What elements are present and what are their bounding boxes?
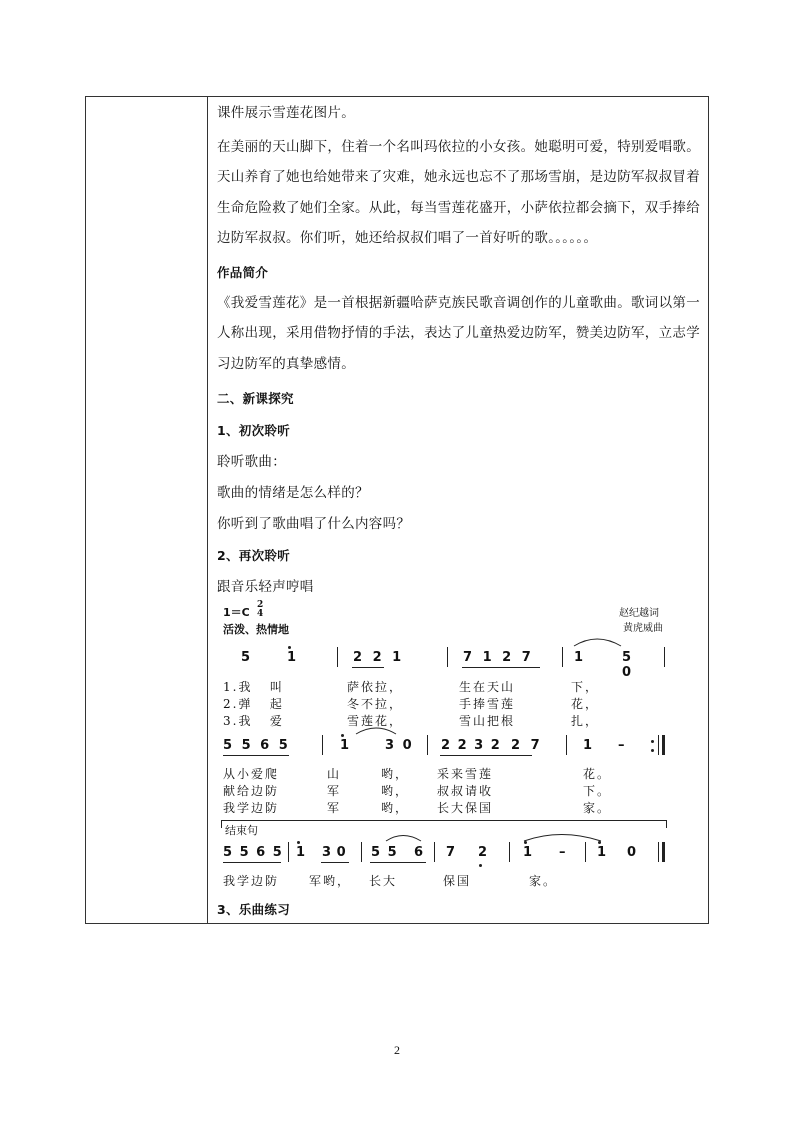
lyric: 家。: [529, 874, 558, 888]
lyric: 采来雪莲: [437, 767, 494, 781]
lyric: 从小爱爬: [223, 767, 280, 781]
note: 5 5 6 5: [223, 738, 288, 753]
section-heading: 1、初次聆听: [217, 423, 290, 438]
note: 1: [287, 650, 297, 665]
ending-label: 结束句: [225, 824, 258, 837]
key-signature: 1＝C: [223, 606, 250, 619]
lyric: 哟，: [381, 784, 410, 798]
lyric: 军哟，: [309, 874, 352, 888]
note: 1: [574, 650, 584, 665]
paragraph: 课件展示雪莲花图片。: [217, 105, 355, 121]
lyric: 冬不拉，: [347, 697, 404, 711]
paragraph: 人称出现，采用借物抒情的手法，表达了儿童热爱边防军，赞美边防军，立志学: [217, 325, 700, 341]
lyric: 手捧雪莲: [459, 697, 516, 711]
score-slurs: [131, 602, 671, 892]
note: 3 0: [385, 738, 412, 753]
note: 2 7: [511, 738, 540, 753]
note: 1: [597, 845, 607, 860]
lyric: 雪莲花，: [347, 714, 404, 728]
lyric: 家。: [583, 801, 612, 815]
lyric: 生在天山: [459, 680, 516, 694]
paragraph: 歌曲的情绪是怎么样的？: [217, 485, 369, 501]
lyric: 我学边防: [223, 801, 280, 815]
time-signature-top: 2: [257, 600, 264, 610]
lyric: 山: [327, 767, 342, 781]
paragraph: 聆听歌曲：: [217, 454, 286, 470]
lyric: 雪山把根: [459, 714, 516, 728]
paragraph: 生命危险救了她们全家。从此，每当雪莲花盛开，小萨依拉都会摘下，双手捧给: [217, 200, 700, 216]
lyric: 萨依拉，: [347, 680, 404, 694]
lyric: 长大: [369, 874, 398, 888]
lyric: 哟，: [381, 767, 410, 781]
note: 1: [523, 845, 533, 860]
lyric: 我学边防: [223, 874, 280, 888]
lyric: 长大保国: [437, 801, 494, 815]
lyric: 叔叔请收: [437, 784, 494, 798]
section-heading: 2、再次聆听: [217, 548, 290, 563]
lyricist: 赵纪越词: [619, 608, 659, 619]
lyric: 献给边防: [223, 784, 280, 798]
note: 7: [446, 845, 456, 860]
lyric: 花。: [583, 767, 612, 781]
paragraph: 跟音乐轻声哼唱: [217, 579, 314, 595]
note: –: [618, 738, 625, 753]
note: 1: [296, 845, 306, 860]
lyric: 下。: [583, 784, 612, 798]
note: 0: [627, 845, 637, 860]
tempo-marking: 活泼、热情地: [223, 623, 289, 636]
note: 5 0: [622, 650, 632, 680]
note: 5 5 6 5: [223, 845, 282, 860]
note: –: [559, 845, 566, 860]
note: 2: [478, 845, 488, 860]
note: 2 2 3 2: [441, 738, 500, 753]
section-heading: 作品简介: [217, 265, 269, 280]
lyric: 2.弹 起: [223, 697, 284, 711]
paragraph: 习边防军的真挚感情。: [217, 356, 355, 372]
paragraph: 在美丽的天山脚下，住着一个名叫玛依拉的小女孩。她聪明可爱，特别爱唱歌。: [217, 139, 700, 155]
song-score: [131, 600, 663, 892]
page-number: 2: [394, 1043, 400, 1057]
note: 7 1 2 7: [463, 650, 531, 665]
lyric: 3.我 爱: [223, 714, 284, 728]
composer: 黄虎威曲: [623, 623, 663, 634]
lyric: 花，: [571, 697, 600, 711]
section-heading: 3、乐曲练习: [217, 902, 290, 917]
note: 2 2 1: [353, 650, 402, 665]
note: 1: [583, 738, 593, 753]
paragraph: 边防军叔叔。你们听，她还给叔叔们唱了一首好听的歌。。。。。。: [217, 230, 598, 246]
paragraph: 《我爱雪莲花》是一首根据新疆哈萨克族民歌音调创作的儿童歌曲。歌词以第一: [217, 295, 700, 311]
paragraph: 天山养育了她也给她带来了灾难，她永远也忘不了那场雪崩，是边防军叔叔冒着: [217, 169, 700, 185]
note: 1: [340, 738, 350, 753]
lyric: 保国: [443, 874, 472, 888]
note: 3 0: [322, 845, 346, 860]
lyric: 军: [327, 784, 342, 798]
note: 5 5: [371, 845, 397, 860]
lyric: 扎，: [571, 714, 600, 728]
paragraph: 你听到了歌曲唱了什么内容吗？: [217, 516, 411, 532]
lyric: 哟，: [381, 801, 410, 815]
lyric: 下，: [571, 680, 600, 694]
time-signature-bottom: 4: [257, 609, 264, 619]
lyric: 1.我 叫: [223, 680, 284, 694]
lyric: 军: [327, 801, 342, 815]
section-heading: 二、新课探究: [217, 391, 294, 406]
note: 5: [241, 650, 251, 665]
note: 6: [414, 845, 424, 860]
